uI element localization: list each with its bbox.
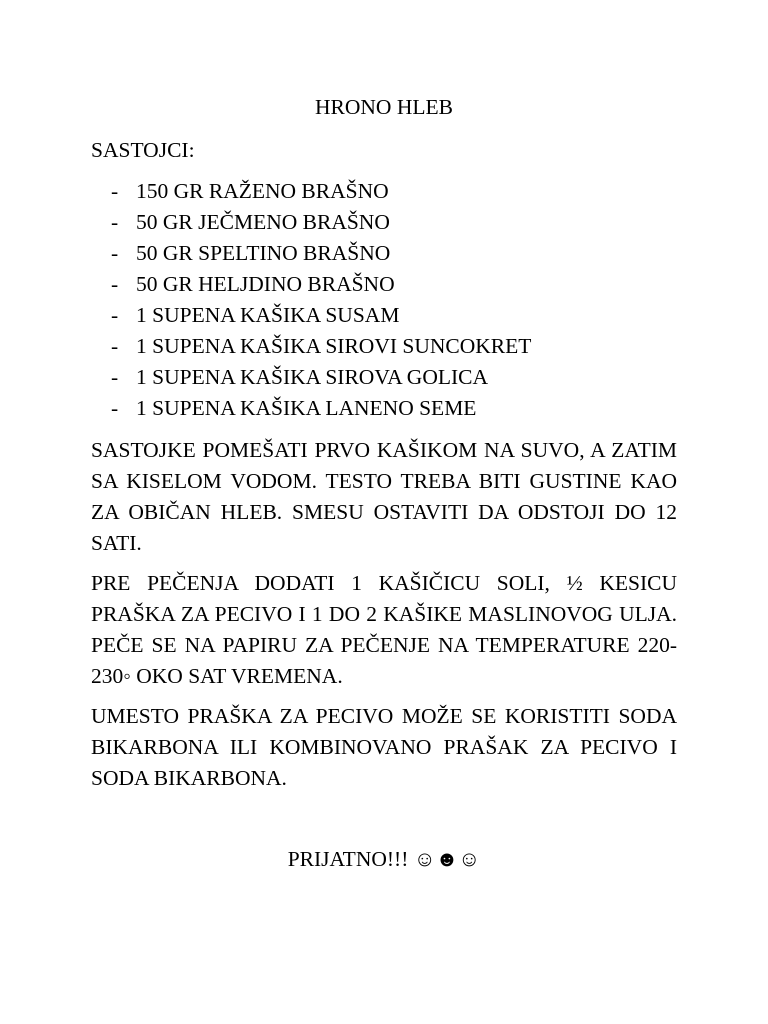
list-dash: - [111, 179, 119, 203]
list-item [91, 362, 677, 393]
list-item [91, 176, 677, 207]
instructions-paragraph-baking: PRE PEČENJA DODATI 1 KAŠIČICU SOLI, ½ KESICU PRAŠKA ZA PECIVO I 1 DO 2 KAŠIKE MASLINOVOG ULJA. PEČE SE NA PAPIRU ZA PEČENJE NA TEMPERATURE 220-230◦ OKO SAT VREMENA. [91, 571, 677, 688]
list-dash: - [111, 365, 119, 389]
list-item [91, 269, 677, 300]
ingredient-text: 1 SUPENA KAŠIKA SUSAM [136, 303, 400, 327]
ingredients-heading: SASTOJCI: [91, 138, 195, 162]
list-item [91, 331, 677, 362]
ingredient-list [91, 176, 677, 424]
ingredient-text: 150 GR RAŽENO BRAŠNO [136, 179, 389, 203]
list-dash: - [111, 272, 119, 296]
list-dash: - [111, 396, 119, 420]
ingredient-text: 50 GR JEČMENO BRAŠNO [136, 210, 390, 234]
ingredient-text: 1 SUPENA KAŠIKA SIROVA GOLICA [136, 365, 489, 389]
instructions-paragraph-mixing: SASTOJKE POMEŠATI PRVO KAŠIKOM NA SUVO, A ZATIM SA KISELOM VODOM. TESTO TREBA BITI GUSTINE KAO ZA OBIČAN HLEB. SMESU OSTAVITI DA ODSTOJI DO 12 SATI. [91, 438, 677, 555]
instructions-paragraph-substitute: UMESTO PRAŠKA ZA PECIVO MOŽE SE KORISTITI SODA BIKARBONA ILI KOMBINOVANO PRAŠAK ZA PECIVO I SODA BIKARBONA. [91, 704, 677, 790]
list-dash: - [111, 334, 119, 358]
document-page [91, 92, 677, 875]
closing-line: PRIJATNO!!! ☺☻☺ [287, 847, 481, 871]
list-dash: - [111, 210, 119, 234]
list-item [91, 393, 677, 424]
ingredient-text: 50 GR HELJDINO BRAŠNO [136, 272, 395, 296]
list-dash: - [111, 241, 119, 265]
ingredient-text: 1 SUPENA KAŠIKA LANENO SEME [136, 396, 477, 420]
ingredient-text: 50 GR SPELTINO BRAŠNO [136, 241, 391, 265]
document-title: HRONO HLEB [315, 95, 453, 119]
list-item [91, 207, 677, 238]
ingredient-text: 1 SUPENA KAŠIKA SIROVI SUNCOKRET [136, 334, 532, 358]
list-item [91, 238, 677, 269]
list-item [91, 300, 677, 331]
list-dash: - [111, 303, 119, 327]
